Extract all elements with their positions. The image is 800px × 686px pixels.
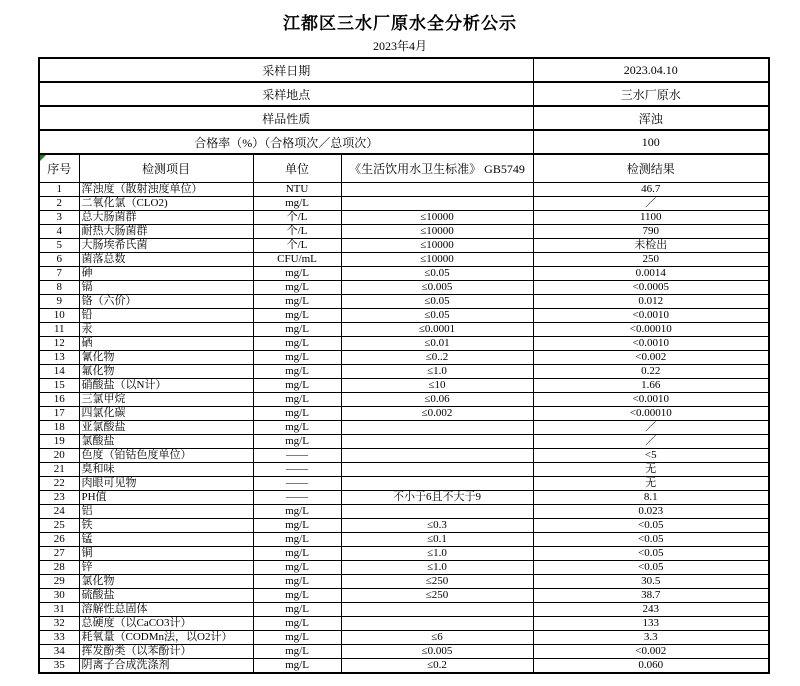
seq-cell: 6 (39, 253, 79, 267)
report-month: 2023年4月 (372, 39, 427, 53)
seq-cell: 1 (39, 183, 79, 197)
item-name-cell: 砷 (79, 267, 253, 281)
standard-cell (341, 463, 533, 477)
corner-triangle-icon (40, 155, 46, 161)
unit-cell: mg/L (253, 589, 341, 603)
result-cell: 0.012 (533, 295, 769, 309)
table-header-row (39, 154, 769, 183)
result-cell: 30.5 (533, 575, 769, 589)
info-row-sampling-location (39, 82, 769, 106)
item-name-cell: 浑浊度（散射浊度单位） (79, 183, 253, 197)
standard-cell: ≤0.1 (341, 533, 533, 547)
seq-cell: 29 (39, 575, 79, 589)
seq-cell: 26 (39, 533, 79, 547)
item-name-cell: 阴离子合成洗涤剂 (79, 659, 253, 674)
item-name-cell: 总大肠菌群 (79, 211, 253, 225)
item-name-cell: 四氯化碳 (79, 407, 253, 421)
seq-cell: 20 (39, 449, 79, 463)
table-row (39, 463, 769, 477)
item-name-cell: 菌落总数 (79, 253, 253, 267)
info-value: 浑浊 (533, 106, 769, 130)
result-cell: 133 (533, 617, 769, 631)
header-item: 检测项目 (79, 154, 253, 183)
item-name-cell: 氟化物 (79, 365, 253, 379)
item-name-cell: 耐热大肠菌群 (79, 225, 253, 239)
result-cell: <0.00010 (533, 323, 769, 337)
table-row (39, 645, 769, 659)
item-name-cell: 二氧化氯（CLO2) (79, 197, 253, 211)
seq-cell: 25 (39, 519, 79, 533)
table-row (39, 617, 769, 631)
standard-cell (341, 505, 533, 519)
item-name-cell: 总硬度（以CaCO3计） (79, 617, 253, 631)
item-name-cell: 氯酸盐 (79, 435, 253, 449)
header-standard: 《生活饮用水卫生标准》 GB5749 (341, 154, 533, 183)
standard-cell: ≤0.01 (341, 337, 533, 351)
table-row (39, 281, 769, 295)
seq-cell: 3 (39, 211, 79, 225)
standard-cell: ≤0.002 (341, 407, 533, 421)
item-name-cell: 溶解性总固体 (79, 603, 253, 617)
seq-cell: 8 (39, 281, 79, 295)
result-cell: 0.22 (533, 365, 769, 379)
item-name-cell: 硝酸盐（以N计） (79, 379, 253, 393)
result-cell: 0.060 (533, 659, 769, 674)
table-row (39, 379, 769, 393)
seq-cell: 19 (39, 435, 79, 449)
standard-cell (341, 603, 533, 617)
info-row-pass-rate (39, 130, 769, 154)
seq-cell: 31 (39, 603, 79, 617)
seq-cell: 11 (39, 323, 79, 337)
standard-cell: ≤0..2 (341, 351, 533, 365)
info-label: 样品性质 (39, 106, 533, 130)
item-name-cell: 硒 (79, 337, 253, 351)
table-row (39, 533, 769, 547)
seq-cell: 34 (39, 645, 79, 659)
item-name-cell: 铅 (79, 309, 253, 323)
unit-cell: NTU (253, 183, 341, 197)
item-name-cell: 铝 (79, 505, 253, 519)
seq-cell: 22 (39, 477, 79, 491)
result-cell: 46.7 (533, 183, 769, 197)
header-unit: 单位 (253, 154, 341, 183)
table-row (39, 631, 769, 645)
standard-cell: ≤1.0 (341, 547, 533, 561)
unit-cell: mg/L (253, 547, 341, 561)
table-row (39, 211, 769, 225)
item-name-cell: 氰化物 (79, 351, 253, 365)
table-row (39, 365, 769, 379)
table-row (39, 337, 769, 351)
unit-cell: mg/L (253, 575, 341, 589)
item-name-cell: 锌 (79, 561, 253, 575)
result-cell: <0.002 (533, 645, 769, 659)
table-row (39, 575, 769, 589)
unit-cell: —— (253, 449, 341, 463)
table-row (39, 589, 769, 603)
info-row-sample-nature (39, 106, 769, 130)
result-cell: <0.05 (533, 547, 769, 561)
item-name-cell: 臭和味 (79, 463, 253, 477)
result-cell: 1100 (533, 211, 769, 225)
standard-cell: ≤10000 (341, 211, 533, 225)
seq-cell: 18 (39, 421, 79, 435)
result-cell: <0.05 (533, 533, 769, 547)
result-cell: ／ (533, 435, 769, 449)
standard-cell: ≤0.05 (341, 267, 533, 281)
seq-cell: 17 (39, 407, 79, 421)
table-row (39, 393, 769, 407)
result-cell: 1.66 (533, 379, 769, 393)
table-row (39, 351, 769, 365)
item-name-cell: 亚氯酸盐 (79, 421, 253, 435)
standard-cell: ≤1.0 (341, 561, 533, 575)
table-row (39, 547, 769, 561)
item-name-cell: 色度（铂钴色度单位） (79, 449, 253, 463)
table-row (39, 491, 769, 505)
result-cell: 无 (533, 463, 769, 477)
table-row (39, 421, 769, 435)
standard-cell (341, 617, 533, 631)
table-row (39, 295, 769, 309)
seq-cell: 13 (39, 351, 79, 365)
result-cell: 3.3 (533, 631, 769, 645)
unit-cell: mg/L (253, 365, 341, 379)
item-name-cell: 锰 (79, 533, 253, 547)
unit-cell: 个/L (253, 211, 341, 225)
unit-cell: mg/L (253, 407, 341, 421)
unit-cell: —— (253, 491, 341, 505)
item-name-cell: 大肠埃希氏菌 (79, 239, 253, 253)
standard-cell: ≤250 (341, 589, 533, 603)
seq-cell: 12 (39, 337, 79, 351)
unit-cell: 个/L (253, 239, 341, 253)
table-row (39, 253, 769, 267)
info-row-sampling-date (39, 58, 769, 82)
unit-cell: mg/L (253, 659, 341, 674)
seq-cell: 7 (39, 267, 79, 281)
result-cell: 38.7 (533, 589, 769, 603)
unit-cell: mg/L (253, 393, 341, 407)
table-row (39, 183, 769, 197)
result-cell: 243 (533, 603, 769, 617)
unit-cell: mg/L (253, 309, 341, 323)
unit-cell: —— (253, 463, 341, 477)
info-label: 合格率（%）（合格项次／总项次） (39, 130, 533, 154)
seq-cell: 28 (39, 561, 79, 575)
unit-cell: mg/L (253, 295, 341, 309)
table-row (39, 309, 769, 323)
table-row (39, 435, 769, 449)
standard-cell: ≤0.005 (341, 281, 533, 295)
item-name-cell: 镉 (79, 281, 253, 295)
result-cell: 790 (533, 225, 769, 239)
seq-cell: 16 (39, 393, 79, 407)
header-seq (39, 154, 79, 183)
item-name-cell: 氯化物 (79, 575, 253, 589)
unit-cell: mg/L (253, 505, 341, 519)
item-name-cell: 挥发酚类（以苯酚计） (79, 645, 253, 659)
standard-cell: ≤0.3 (341, 519, 533, 533)
result-cell: <0.0010 (533, 337, 769, 351)
standard-cell (341, 449, 533, 463)
header-result: 检测结果 (533, 154, 769, 183)
info-value: 2023.04.10 (533, 58, 769, 82)
table-row (39, 449, 769, 463)
item-name-cell: 肉眼可见物 (79, 477, 253, 491)
standard-cell: ≤10000 (341, 239, 533, 253)
table-row (39, 659, 769, 674)
standard-cell: ≤6 (341, 631, 533, 645)
result-cell: ／ (533, 421, 769, 435)
result-cell: 250 (533, 253, 769, 267)
table-row (39, 603, 769, 617)
seq-cell: 15 (39, 379, 79, 393)
unit-cell: mg/L (253, 533, 341, 547)
item-name-cell: 铬（六价） (79, 295, 253, 309)
unit-cell: mg/L (253, 631, 341, 645)
seq-cell: 24 (39, 505, 79, 519)
standard-cell: ≤0.2 (341, 659, 533, 674)
seq-cell: 23 (39, 491, 79, 505)
seq-cell: 35 (39, 659, 79, 674)
seq-cell: 2 (39, 197, 79, 211)
seq-cell: 14 (39, 365, 79, 379)
info-value: 三水厂原水 (533, 82, 769, 106)
analysis-table (38, 57, 770, 674)
item-name-cell: 铜 (79, 547, 253, 561)
unit-cell: 个/L (253, 225, 341, 239)
table-row (39, 505, 769, 519)
item-name-cell: PH值 (79, 491, 253, 505)
seq-cell: 5 (39, 239, 79, 253)
standard-cell: ≤10000 (341, 253, 533, 267)
unit-cell: mg/L (253, 379, 341, 393)
result-cell: <0.05 (533, 561, 769, 575)
seq-cell: 27 (39, 547, 79, 561)
unit-cell: —— (253, 477, 341, 491)
result-cell: 无 (533, 477, 769, 491)
result-cell: <0.0010 (533, 393, 769, 407)
table-row (39, 197, 769, 211)
info-value: 100 (533, 130, 769, 154)
header-seq-label: 序号 (47, 162, 72, 176)
unit-cell: mg/L (253, 435, 341, 449)
standard-cell: 不小于6且不大于9 (341, 491, 533, 505)
item-name-cell: 耗氧量（CODMn法，以O2计） (79, 631, 253, 645)
item-name-cell: 硫酸盐 (79, 589, 253, 603)
result-cell: <0.05 (533, 519, 769, 533)
table-row (39, 407, 769, 421)
standard-cell: ≤0.06 (341, 393, 533, 407)
standard-cell: ≤0.0001 (341, 323, 533, 337)
unit-cell: mg/L (253, 337, 341, 351)
info-label: 采样日期 (39, 58, 533, 82)
standard-cell (341, 197, 533, 211)
standard-cell (341, 477, 533, 491)
standard-cell: ≤0.005 (341, 645, 533, 659)
unit-cell: CFU/mL (253, 253, 341, 267)
unit-cell: mg/L (253, 197, 341, 211)
result-cell: <0.0005 (533, 281, 769, 295)
table-row (39, 323, 769, 337)
result-cell: <5 (533, 449, 769, 463)
unit-cell: mg/L (253, 603, 341, 617)
standard-cell: ≤0.05 (341, 295, 533, 309)
standard-cell: ≤10 (341, 379, 533, 393)
unit-cell: mg/L (253, 267, 341, 281)
unit-cell: mg/L (253, 323, 341, 337)
seq-cell: 9 (39, 295, 79, 309)
seq-cell: 33 (39, 631, 79, 645)
standard-cell (341, 421, 533, 435)
table-row (39, 561, 769, 575)
standard-cell: ≤250 (341, 575, 533, 589)
table-row (39, 267, 769, 281)
unit-cell: mg/L (253, 281, 341, 295)
result-cell: <0.00010 (533, 407, 769, 421)
unit-cell: mg/L (253, 351, 341, 365)
standard-cell: ≤1.0 (341, 365, 533, 379)
info-label: 采样地点 (39, 82, 533, 106)
page-title: 江都区三水厂原水全分析公示 (283, 14, 517, 33)
result-cell: 0.0014 (533, 267, 769, 281)
seq-cell: 10 (39, 309, 79, 323)
unit-cell: mg/L (253, 645, 341, 659)
seq-cell: 30 (39, 589, 79, 603)
standard-cell (341, 435, 533, 449)
standard-cell (341, 183, 533, 197)
seq-cell: 4 (39, 225, 79, 239)
standard-cell: ≤0.05 (341, 309, 533, 323)
standard-cell: ≤10000 (341, 225, 533, 239)
table-row (39, 477, 769, 491)
seq-cell: 21 (39, 463, 79, 477)
unit-cell: mg/L (253, 561, 341, 575)
result-cell: 0.023 (533, 505, 769, 519)
result-cell: <0.0010 (533, 309, 769, 323)
item-name-cell: 汞 (79, 323, 253, 337)
unit-cell: mg/L (253, 519, 341, 533)
item-name-cell: 三氯甲烷 (79, 393, 253, 407)
result-cell: <0.002 (533, 351, 769, 365)
table-row (39, 225, 769, 239)
unit-cell: mg/L (253, 617, 341, 631)
result-cell: ／ (533, 197, 769, 211)
table-row (39, 239, 769, 253)
table-row (39, 519, 769, 533)
seq-cell: 32 (39, 617, 79, 631)
result-cell: 8.1 (533, 491, 769, 505)
result-cell: 未检出 (533, 239, 769, 253)
item-name-cell: 铁 (79, 519, 253, 533)
unit-cell: mg/L (253, 421, 341, 435)
